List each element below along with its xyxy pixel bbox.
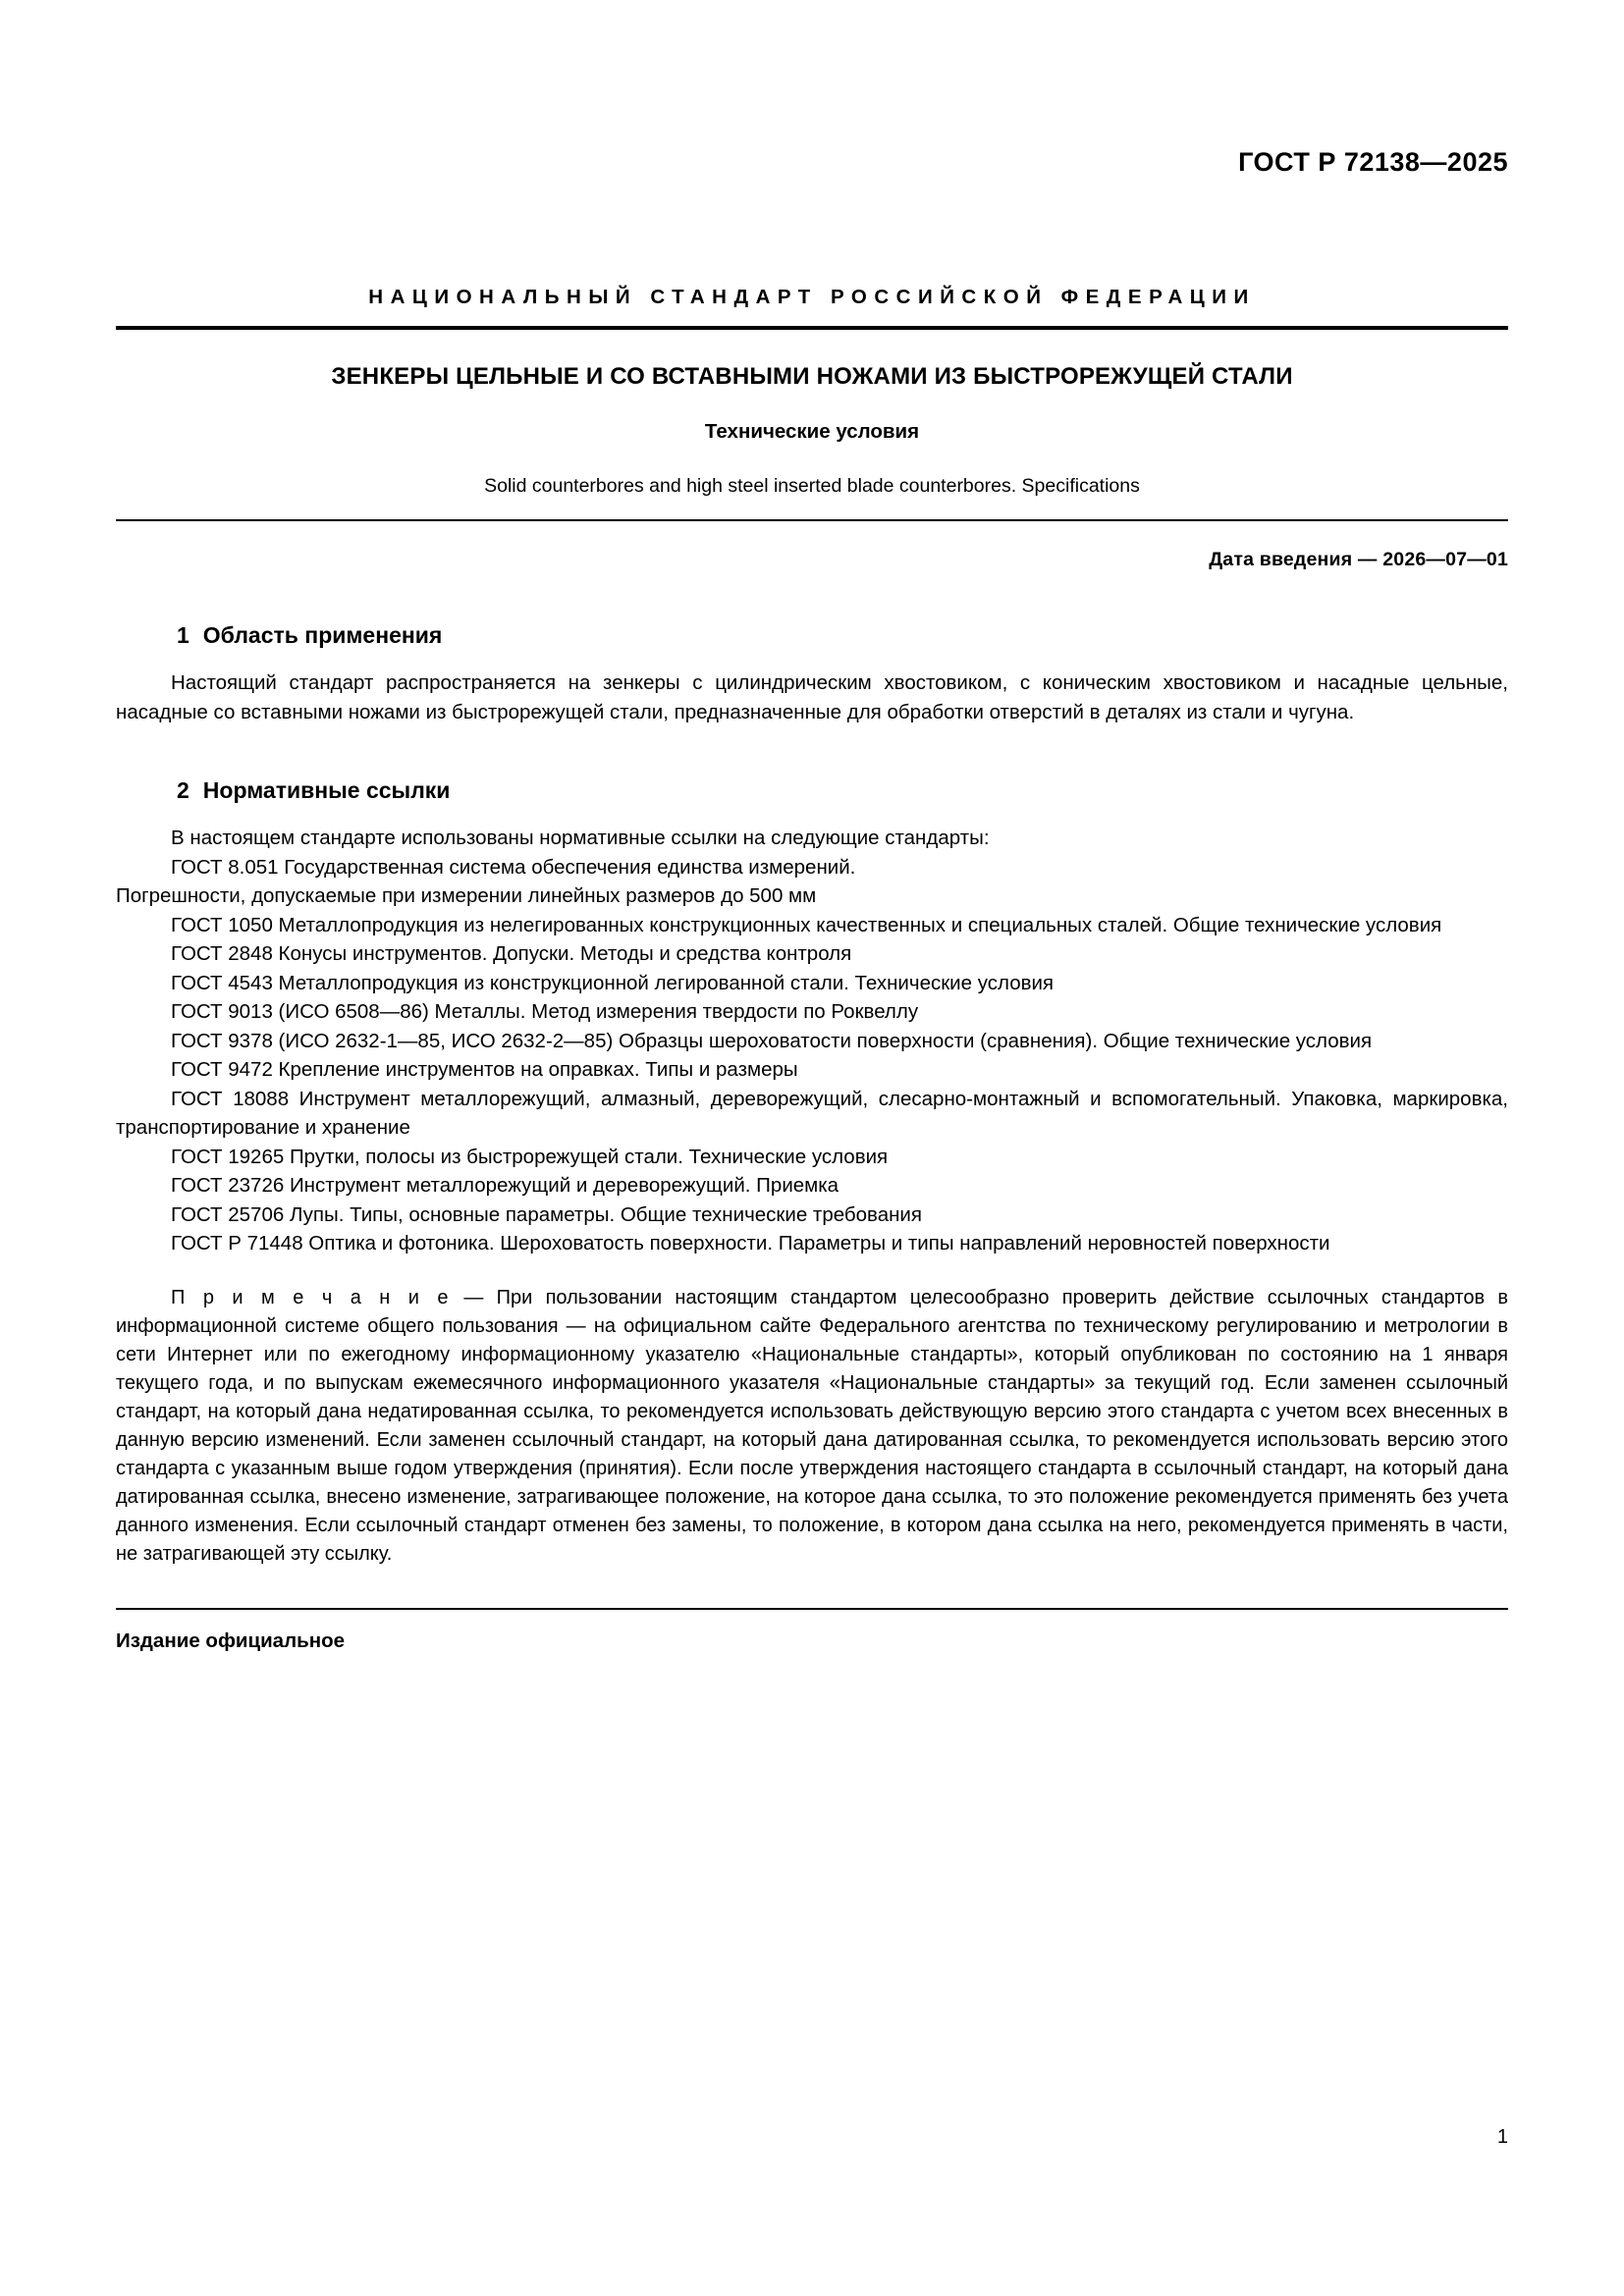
document-title-english: Solid counterbores and high steel inserted blade counterbores. Specifications xyxy=(484,475,1140,497)
note-label: П р и м е ч а н и е xyxy=(171,1286,452,1308)
normative-references-list xyxy=(116,853,1508,1258)
page-content xyxy=(116,0,1508,1653)
section-number-2: 2 xyxy=(177,777,189,803)
section-heading-1 xyxy=(177,622,1508,649)
official-edition-note: Издание официальное xyxy=(116,1629,346,1652)
section-2-intro: В настоящем стандарте использованы нормативные ссылки на следующие стандарты: xyxy=(171,827,990,849)
section-heading-2 xyxy=(177,777,1508,804)
page-number: 1 xyxy=(1496,2126,1508,2148)
reference-item: ГОСТ 8.051 Государственная система обеспечения единства измерений. xyxy=(171,855,856,879)
reference-item: ГОСТ 9013 (ИСО 6508—86) Металлы. Метод измерения твердости по Роквеллу xyxy=(171,1000,919,1023)
footer-rule xyxy=(116,1608,1508,1610)
section-title-2: Нормативные ссылки xyxy=(202,777,451,803)
reference-item: ГОСТ 2848 Конусы инструментов. Допуски. Методы и средства контроля xyxy=(171,942,852,965)
document-subtitle: Технические условия xyxy=(704,420,920,443)
reference-item: ГОСТ Р 71448 Оптика и фотоника. Шероховатость поверхности. Параметры и типы направлений неровностей поверхности xyxy=(171,1232,1330,1255)
section-number-1: 1 xyxy=(177,622,189,648)
document-code: ГОСТ Р 72138—2025 xyxy=(1238,147,1508,177)
header-rule-top xyxy=(116,326,1508,330)
reference-item: ГОСТ 18088 Инструмент металлорежущий, алмазный, дереворежущий, слесарно-монтажный и вспомогательный. Упаковка, маркировка, транспортирование и хранение xyxy=(116,1087,1508,1139)
section-title-1: Область применения xyxy=(202,622,443,648)
reference-item: ГОСТ 19265 Прутки, полосы из быстрорежущей стали. Технические условия xyxy=(171,1145,889,1168)
introduction-date: Дата введения — 2026—07—01 xyxy=(1209,549,1508,570)
reference-item: Погрешности, допускаемые при измерении линейных размеров до 500 мм xyxy=(116,884,817,907)
normative-references-note xyxy=(116,1284,1508,1569)
note-text: — При пользовании настоящим стандартом целесообразно проверить действие ссылочных стандартов в информационной системе общего пользования — на официальном сайте Федерального агентства по техническому регулированию и метрологии в сети Интернет или по ежегодному информационному указателю «Национальные стандарты», который опубликован по состоянию на 1 января текущего года, и по выпускам ежемесячного информационного указателя «Национальные стандарты» за текущий год. Если заменен ссылочный стандарт, на который дана недатированная ссылка, то рекомендуется использовать действующую версию этого стандарта с учетом всех внесенных в данную версию изменений. Если заменен ссылочный стандарт, на который дана датированная ссылка, то рекомендуется использовать версию этого стандарта с указанным выше годом утверждения (принятия). Если после утверждения настоящего стандарта в ссылочный стандарт, на который дана датированная ссылка, внесено изменение, затрагивающее положение, на которое дана ссылка, то это положение рекомендуется применять без учета данного изменения. Если ссылочный стандарт отменен без замены, то положение, в котором дана ссылка на него, рекомендуется применять в части, не затрагивающей эту ссылку. xyxy=(116,1286,1508,1565)
reference-item: ГОСТ 9378 (ИСО 2632-1—85, ИСО 2632-2—85) Образцы шероховатости поверхности (сравнения). Общие технические условия xyxy=(171,1029,1373,1052)
national-standard-banner: НАЦИОНАЛЬНЫЙ СТАНДАРТ РОССИЙСКОЙ ФЕДЕРАЦИИ xyxy=(368,286,1256,308)
reference-item: ГОСТ 9472 Крепление инструментов на оправках. Типы и размеры xyxy=(171,1058,798,1081)
document-title: ЗЕНКЕРЫ ЦЕЛЬНЫЕ И СО ВСТАВНЫМИ НОЖАМИ ИЗ БЫСТРОРЕЖУЩЕЙ СТАЛИ xyxy=(331,363,1293,390)
reference-item: ГОСТ 25706 Лупы. Типы, основные параметры. Общие технические требования xyxy=(171,1202,922,1226)
reference-item: ГОСТ 4543 Металлопродукция из конструкционной легированной стали. Технические условия xyxy=(171,971,1055,994)
reference-item: ГОСТ 1050 Металлопродукция из нелегированных конструкционных качественных и специальных сталей. Общие технические условия xyxy=(171,913,1442,936)
header-rule-bottom xyxy=(116,519,1508,521)
reference-item: ГОСТ 23726 Инструмент металлорежущий и дереворежущий. Приемка xyxy=(171,1174,839,1197)
section-1-paragraph: Настоящий стандарт распространяется на зенкеры с цилиндрическим хвостовиком, с коническим хвостовиком и насадные цельные, насадные со вставными ножами из быстрорежущей стали, предназначенные для обработки отверстий в деталях из стали и чугуна. xyxy=(116,671,1508,723)
